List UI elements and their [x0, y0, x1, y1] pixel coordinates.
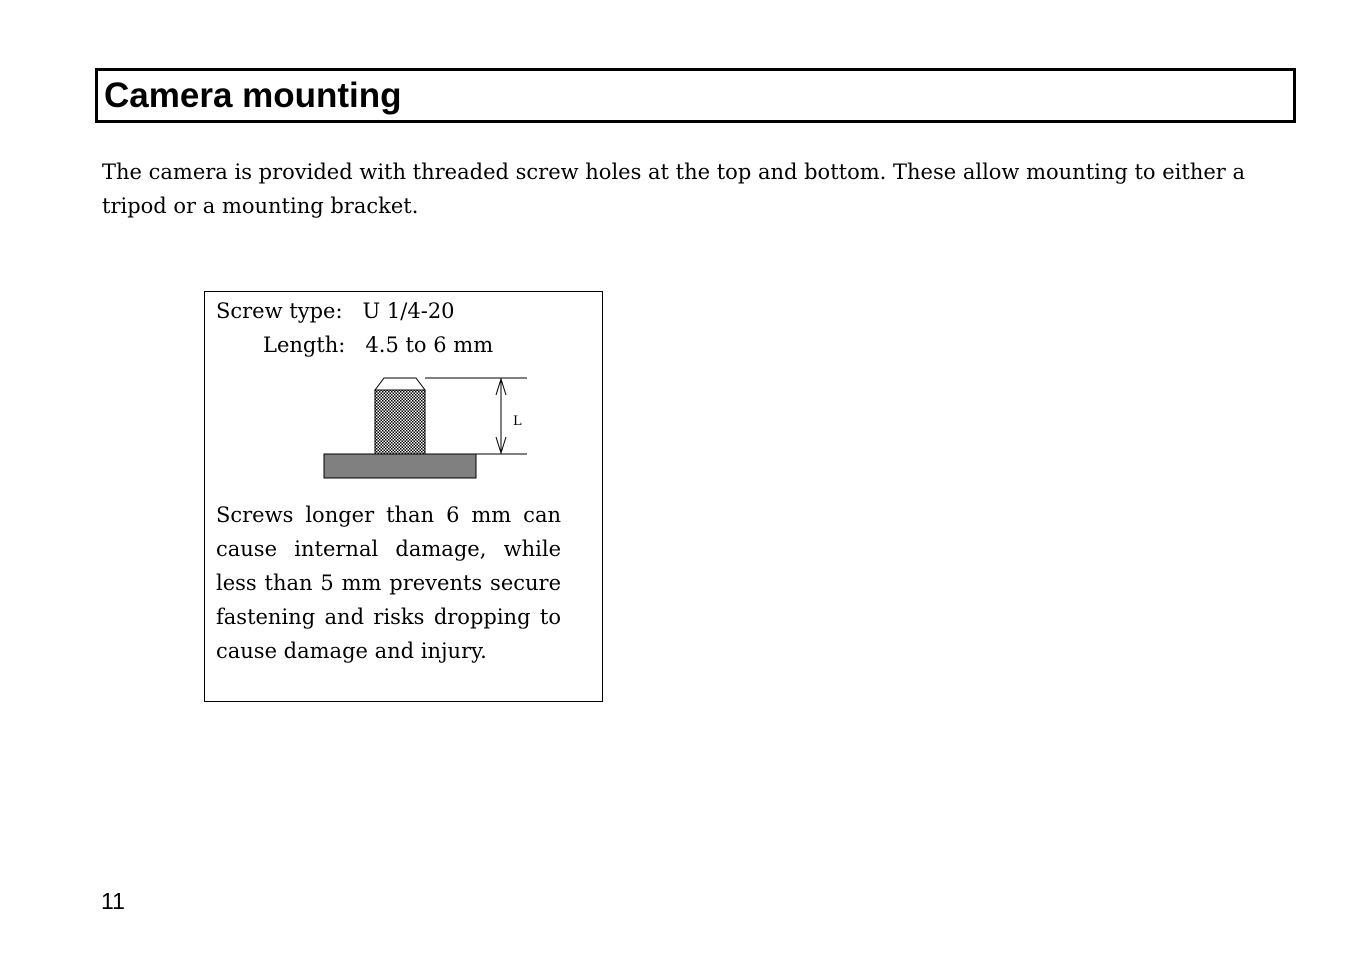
intro-sentence-2: These allow mounting to either a tripod or a mounting bracket. — [102, 160, 1246, 218]
intro-sentence-1: The camera is provided with threaded screw holes at the top and bottom. — [102, 160, 887, 184]
mounting-plate — [324, 454, 476, 478]
screw-length-diagram — [205, 292, 602, 492]
screw-type-value: U 1/4-20 — [362, 299, 455, 323]
section-heading-box — [95, 68, 1296, 123]
length-label: Length: — [263, 333, 346, 357]
page-number: 11 — [101, 888, 125, 914]
intro-paragraph — [102, 155, 1297, 223]
screw-type-label: Screw type: — [216, 299, 343, 323]
screw-tip — [375, 378, 425, 390]
screw-spec-box — [204, 291, 603, 702]
length-value: 4.5 to 6 mm — [365, 333, 494, 357]
screw-shank — [375, 390, 425, 454]
screw-warning-text: Screws longer than 6 mm can cause internal damage, while less than 5 mm prevents secure fastening and risks dropping to cause damage and injury. — [216, 503, 561, 663]
section-heading: Camera mounting — [104, 76, 402, 115]
dimension-label: L — [513, 414, 522, 429]
